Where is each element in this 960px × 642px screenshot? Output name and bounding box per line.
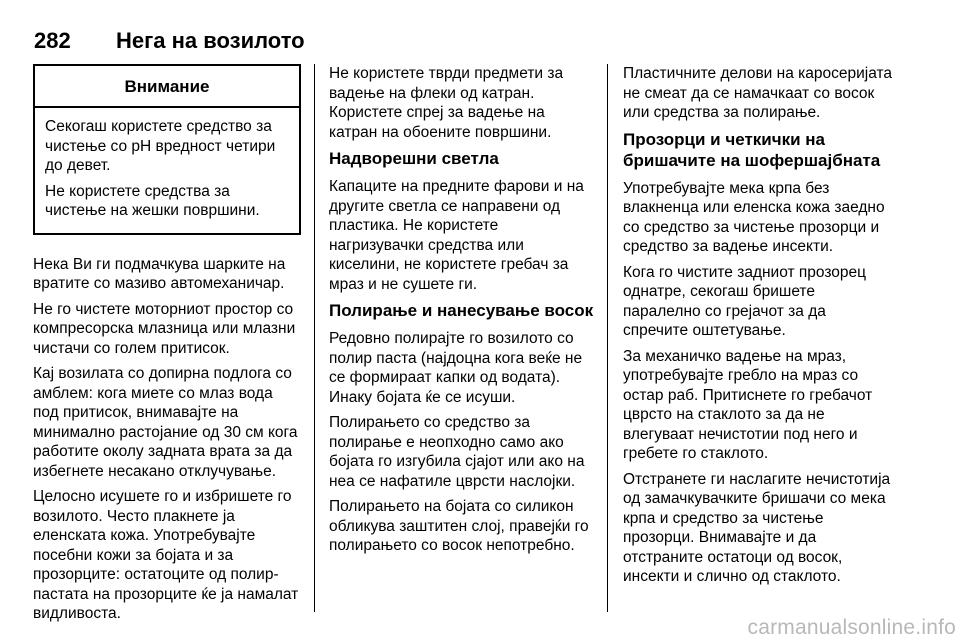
body-paragraph: Отстранете ги наслагите нечистотија од замачкувачките бришачи со мека крпа и средство за чистење прозорци. Внимавајте и да отстраните остатоци од восок, инсекти и слично од стаклото. xyxy=(623,470,891,585)
body-paragraph: Целосно исушете го и избришете го возилото. Често плакнете ја еленската кожа. Употребувајте посебни кожи за бојата и за прозорците: остатоците од полир-пастата на прозорците ќе ја намалат видливоста. xyxy=(33,488,299,622)
body-paragraph: Нека Ви ги подмачкува шарките на вратите со мазиво автомеханичар. xyxy=(33,255,286,292)
section-heading-exterior-lights: Надворешни светла xyxy=(329,149,499,168)
body-paragraph: Употребувајте мека крпа без влакненца или еленска кожа заедно со средство за чистење прозорци и средство за вадење инсекти. xyxy=(623,179,885,255)
body-paragraph: Кај возилата со допирна подлога со амблем: кога миете со млаз вода под притисок, внимавајте на минимално растојание од 30 см кога работите околу задната врата за да избегнете несакано отклучување. xyxy=(33,365,298,480)
warning-box xyxy=(33,64,301,235)
section-heading-polishing: Полирање и нанесување восок xyxy=(329,301,594,320)
warning-paragraph: Не користете средства за чистење на жешки површини. xyxy=(45,182,260,219)
column-1 xyxy=(33,64,301,630)
page-number: 282 xyxy=(34,28,71,53)
body-paragraph: Капаците на предните фарови и на другите светла се направени од пластика. Не користете нагризувачки средства или киселини, не користете гребач за мраз и не сушете ги. xyxy=(329,178,584,293)
column-divider-1 xyxy=(314,64,315,612)
column-divider-2 xyxy=(607,64,608,612)
body-paragraph: Кога го чистите задниот прозорец однатре, секогаш бришете паралелно со грејачот за да спречите оштетување. xyxy=(623,263,867,339)
watermark: carmanualsonline.info xyxy=(747,616,956,639)
running-title: Нега на возилото xyxy=(116,28,305,53)
body-paragraph: Редовно полирајте го возилото со полир паста (најдоцна кога веќе не се формираат капки од водата). Инаку бојата ќе се исуши. xyxy=(329,330,583,406)
body-paragraph: Пластичните делови на каросеријата не смеат да се намачкаат со восок или средства за полирање. xyxy=(623,65,893,121)
body-paragraph: Полирањето на бојата со силикон обликува заштитен слој, правејќи го полирањето со восок непотребно. xyxy=(329,498,589,554)
section-heading-windows-wipers: Прозорци и четкички на бришачите на шофершајбната xyxy=(623,129,881,170)
column-3 xyxy=(623,64,893,593)
column-2 xyxy=(329,64,597,562)
warning-body xyxy=(35,108,299,233)
page-header xyxy=(34,28,305,54)
body-paragraph: Не користете тврди предмети за вадење на флеки од катран. Користете спреј за вадење на катран на обоените површини. xyxy=(329,65,564,141)
body-paragraph: Не го чистете моторниот простор со компресорска млазница или млазни чистачи со голем притисок. xyxy=(33,300,296,357)
body-paragraph: Полирањето со средство за полирање е неопходно само ако бојата го изгубила сјајот или ако на неа се нафатиле цврсти наслојки. xyxy=(329,414,585,490)
warning-paragraph: Секогаш користете средство за чистење со pH вредност четири до девет. xyxy=(45,118,276,174)
warning-title: Внимание xyxy=(35,66,299,108)
body-paragraph: За механичко вадење на мраз, употребувајте гребло на мраз со остар раб. Притиснете го гребачот цврсто на стаклото за да не влегуваат нечистотии под него и гребете го стаклото. xyxy=(623,347,873,462)
